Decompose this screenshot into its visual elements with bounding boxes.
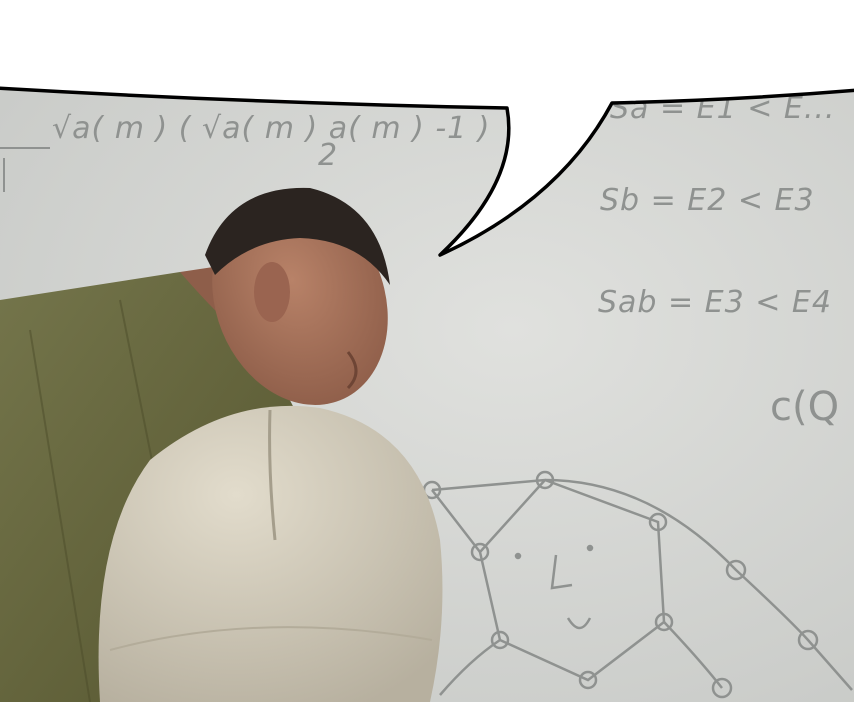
line-sa: Sa = E1 < E... [610, 91, 836, 126]
line-c: c(Q [770, 384, 840, 430]
line-sb: Sb = E2 < E3 [600, 183, 815, 218]
formula-top: √a( m ) ( √a( m ) a( m ) -1 ) [52, 111, 491, 146]
man-ear [254, 262, 290, 322]
formula-top-denominator: 2 [318, 138, 339, 173]
line-sab: Sab = E3 < E4 [598, 285, 832, 320]
